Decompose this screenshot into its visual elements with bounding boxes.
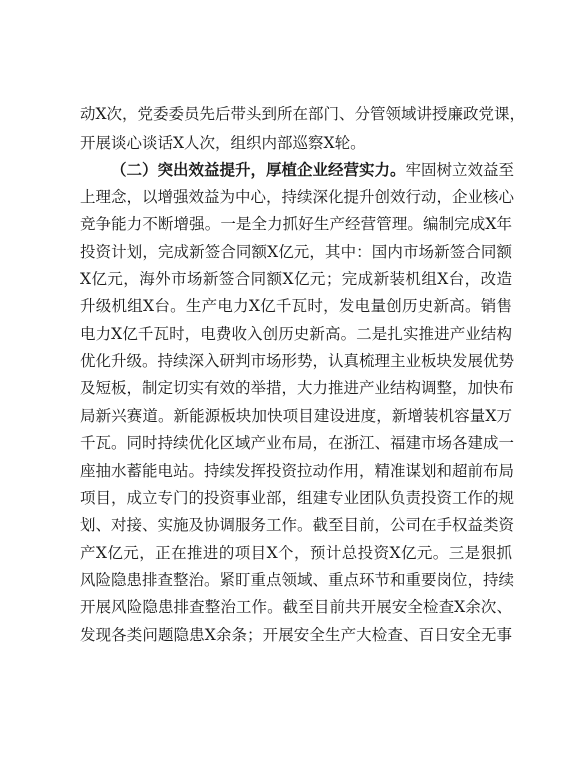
- paragraph-line: 划、对接、实施及协调服务工作。截至目前，公司在手权益类资: [80, 516, 515, 534]
- paragraph-line: 动X次，党委委员先后带头到所在部门、分管领域讲授廉政党课，: [80, 105, 526, 123]
- paragraph-line: 开展谈心谈话X人次，组织内部巡察X轮。: [80, 134, 366, 152]
- paragraph-line: 开展风险隐患排查整治工作。截至目前共开展安全检查X余次、: [80, 598, 512, 616]
- paragraph-line: 发现各类问题隐患X余条；开展安全生产大检查、百日安全无事: [80, 626, 512, 644]
- paragraph-line: 座抽水蓄能电站。持续发挥投资拉动作用，精准谋划和超前布局: [80, 462, 515, 480]
- paragraph-line: 产X亿元，正在推进的项目X个，预计总投资X亿元。三是狠抓: [80, 544, 512, 562]
- section-heading-line: [111, 160, 515, 180]
- paragraph-line: 上理念，以增强效益为中心，持续深化提升创效行动，企业核心: [80, 188, 515, 206]
- paragraph-line: 电力X亿千瓦时，电费收入创历史新高。二是扎实推进产业结构: [80, 325, 512, 343]
- paragraph-line: 及短板，制定切实有效的举措，大力推进产业结构调整，加快布: [80, 379, 515, 397]
- paragraph-line: 优化升级。持续深入研判市场形势，认真梳理主业板块发展优势: [80, 352, 515, 370]
- paragraph-line: 千瓦。同时持续优化区域产业布局，在浙江、福建市场各建成一: [80, 434, 515, 452]
- paragraph-line: 竞争能力不断增强。一是全力抓好生产经营管理。编制完成X年: [80, 215, 512, 233]
- paragraph-line: 项目，成立专门的投资事业部，组建专业团队负责投资工作的规: [80, 489, 515, 507]
- paragraph-line: 投资计划，完成新签合同额X亿元，其中：国内市场新签合同额: [80, 243, 512, 261]
- section-heading-continuation: 牢固树立效益至: [405, 161, 515, 179]
- paragraph-line: 升级机组X台。生产电力X亿千瓦时，发电量创历史新高。销售: [80, 297, 512, 315]
- paragraph-line: 局新兴赛道。新能源板块加快项目建设进度，新增装机容量X万: [80, 407, 512, 425]
- paragraph-line: 风险隐患排查整治。紧盯重点领域、重点环节和重要岗位，持续: [80, 571, 515, 589]
- section-heading: （二）突出效益提升，厚植企业经营实力。: [111, 161, 406, 179]
- paragraph-line: X亿元，海外市场新签合同额X亿元；完成新装机组X台，改造: [80, 270, 512, 288]
